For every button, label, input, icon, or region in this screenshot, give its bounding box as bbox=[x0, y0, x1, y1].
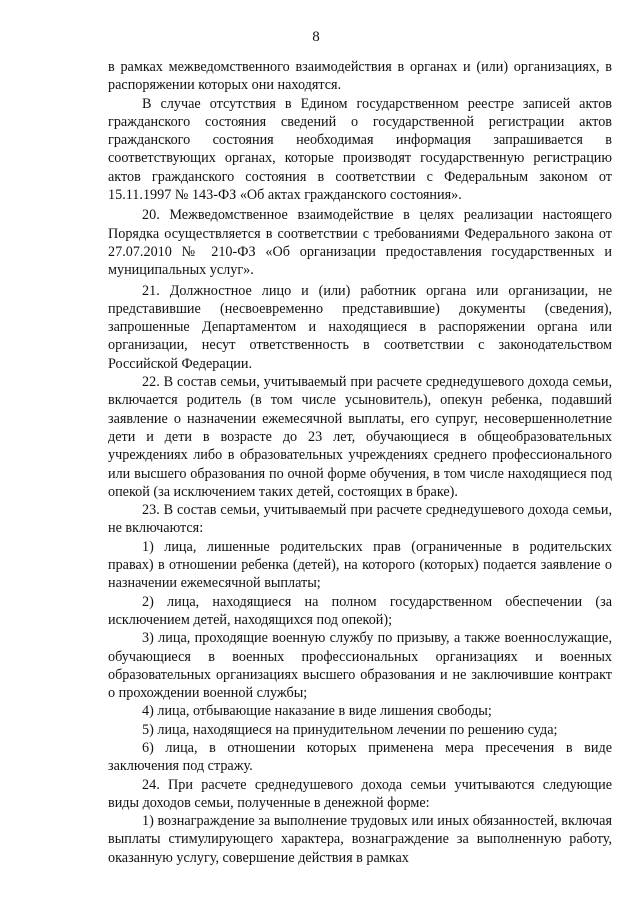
list-item-23-4: 4) лица, отбывающие наказание в виде лишения свободы; bbox=[142, 703, 492, 720]
paragraph-21: 21. Должностное лицо и (или) работник органа или организации, не представившие (несвоевременно представившие) документы (сведения), запрошенные Департаментом и находящиеся в распоряжении органа или организации, несут ответственность в соответствии с законодательством Российской Федерации. bbox=[108, 282, 612, 372]
paragraph-23: 23. В состав семьи, учитываемый при расчете среднедушевого дохода семьи, не включаются: bbox=[108, 502, 612, 537]
paragraph-24: 24. При расчете среднедушевого дохода семьи учитываются следующие виды доходов семьи, полученные в денежной форме: bbox=[108, 776, 612, 811]
list-item-23-2: 2) лица, находящиеся на полном государственном обеспечении (за исключением детей, находящихся под опекой); bbox=[108, 593, 612, 628]
paragraph-22: 22. В состав семьи, учитываемый при расчете среднедушевого дохода семьи, включается родитель (в том числе усыновитель), опекун ребенка, подавший заявление о назначении ежемесячной выплаты, его супруг, несовершеннолетние дети и дети в возрасте до 23 лет, обучающиеся в общеобразовательных учреждениях либо в образовательных учреждениях среднего профессионального или высшего образования по очной форме обучения, в том числе находящиеся под опекой (за исключением таких детей, состоящих в браке). bbox=[108, 374, 612, 500]
list-item-23-6: 6) лица, в отношении которых применена мера пресечения в виде заключения под стражу. bbox=[108, 739, 612, 775]
list-item-23-5: 5) лица, находящиеся на принудительном лечении по решению суда; bbox=[142, 721, 558, 738]
list-item-23-3: 3) лица, проходящие военную службу по призыву, а также военнослужащие, обучающиеся в военных профессиональных организациях и военных образовательных организациях высшего образования и не заключившие контракт о прохождении военной службы; bbox=[108, 630, 612, 702]
document-body bbox=[108, 58, 612, 867]
paragraph-20: 20. Межведомственное взаимодействие в целях реализации настоящего Порядка осуществляется в соответствии с требованиями Федерального закона от 27.07.2010 № 210-ФЗ «Об организации предоставления государственных и муниципальных услуг». bbox=[108, 207, 612, 279]
paragraph-continuation: в рамках межведомственного взаимодействия в органах и (или) организациях, в распоряжении которых они находятся. bbox=[108, 59, 612, 94]
list-item-23-1: 1) лица, лишенные родительских прав (ограниченные в родительских правах) в отношении ребенка (детей), на которого (которых) подается заявление о назначении ежемесячной выплаты; bbox=[108, 538, 612, 592]
page-number: 8 bbox=[312, 29, 320, 45]
list-item-24-1: 1) вознаграждение за выполнение трудовых или иных обязанностей, включая выплаты стимулирующего характера, вознаграждение за выполненную работу, оказанную услугу, совершение действия в рамках bbox=[108, 813, 612, 866]
paragraph-civil-registry: В случае отсутствия в Едином государственном реестре записей актов гражданского состояния сведений о государственной регистрации актов гражданского состояния необходимая информация запрашивается в соответствующих органах, которые производят государственную регистрацию актов гражданского состояния в соответствии с Федеральным законом от 15.11.1997 № 143-ФЗ «Об актах гражданского состояния». bbox=[108, 95, 612, 204]
